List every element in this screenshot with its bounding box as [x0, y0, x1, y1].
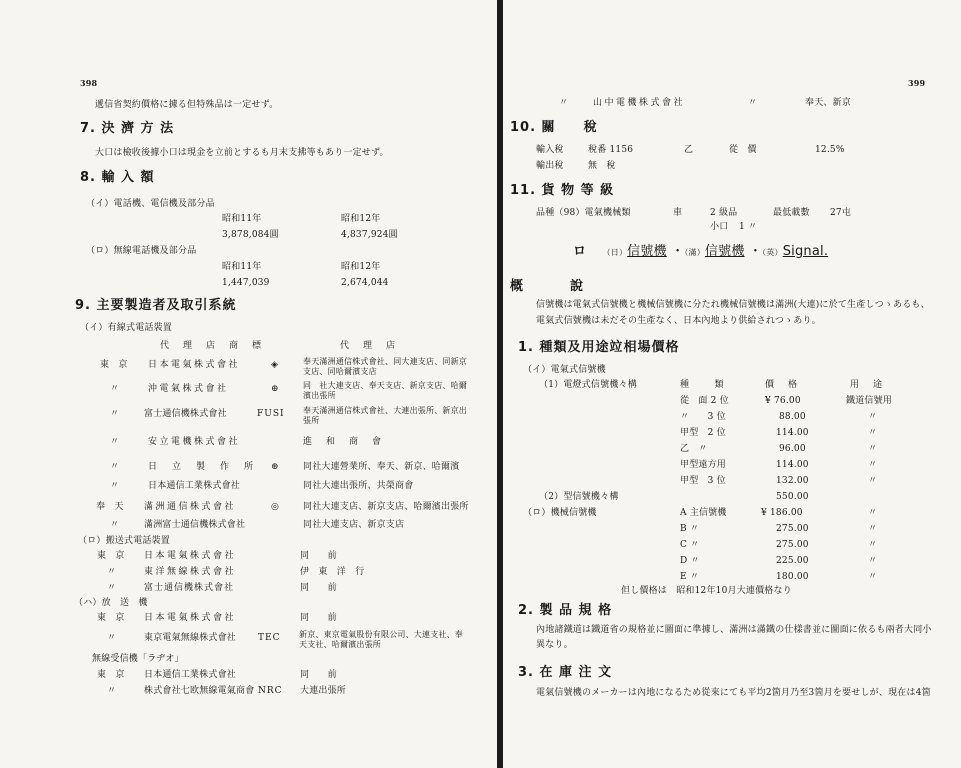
- header-agent-mark: 代 理 店 商 標: [160, 341, 264, 351]
- table-row-kind: 從 面 2 位: [680, 396, 729, 406]
- import-b-year1: 昭和11年: [222, 262, 262, 272]
- table-row-maker: 安立電機株式會社: [148, 437, 241, 447]
- table-row-city: 東 京: [97, 613, 125, 623]
- page-number: 398: [80, 78, 98, 88]
- sub-2-price: 550.00: [776, 492, 809, 502]
- table-row-maker: 東京電氣無線株式會社: [144, 633, 237, 643]
- table-row-price: 225.00: [776, 556, 809, 566]
- table-row-city: 〃: [107, 583, 117, 593]
- intro-line: 遞信省契約價格に據る但特殊品は一定せず。: [95, 100, 279, 110]
- manchu-term: 信號機: [704, 244, 745, 259]
- section-2-title: 2. 製 品 規 格: [518, 603, 613, 618]
- table-row-maker: 富士通信機株式會社: [144, 409, 227, 419]
- table-row-price: ¥ 76.00: [765, 396, 801, 406]
- table-row-city: 〃: [110, 462, 120, 472]
- table-row-price: 96.00: [779, 444, 806, 454]
- freight-small-label: 小口: [710, 222, 729, 232]
- tariff-class: 乙: [684, 145, 694, 155]
- trademark-circle-icon: ◎: [271, 502, 280, 512]
- table-row-maker: 日本通信工業株式會社: [144, 670, 237, 680]
- tariff-import-label: 輸入稅: [536, 145, 564, 155]
- section-1-title: 1. 種類及用途竝相場價格: [518, 340, 680, 355]
- table-row-price: 132.00: [776, 476, 809, 486]
- section-b-heading: [573, 244, 828, 261]
- table-row-kind: D 〃: [680, 556, 700, 566]
- table-row-use: 〃: [868, 524, 878, 534]
- top-row-ditto: 〃: [559, 98, 569, 108]
- table-row-maker: 日本電氣株式會社: [144, 613, 237, 623]
- table-row-price: 180.00: [776, 572, 809, 582]
- table-row-city: 東 京: [97, 551, 125, 561]
- section-9-title: 9. 主要製造者及取引系統: [75, 298, 237, 313]
- section-9-sub-c: （ハ）放 送 機: [74, 598, 148, 608]
- tariff-export-value: 無 稅: [588, 161, 616, 171]
- radio-label: 無線受信機「ラヂオ」: [92, 654, 184, 664]
- table-row-city: 東 京: [100, 360, 128, 370]
- section-1-sub-b: （ロ）機械信號機: [523, 508, 597, 518]
- manchu-tag: （滿）: [684, 248, 705, 257]
- table-row-kind: 甲型遠方用: [680, 460, 727, 470]
- table-row-city: 〃: [110, 481, 120, 491]
- trademark-fusi: FUSI: [257, 409, 285, 419]
- table-row-use: 〃: [868, 444, 878, 454]
- table-row-use: 〃: [868, 508, 878, 518]
- table-row-dealer: 進 和 商 會: [303, 437, 384, 447]
- tariff-rate: 12.5%: [815, 145, 845, 155]
- trademark-hitachi-icon: ⊛: [271, 462, 279, 472]
- separator-dot: ・: [671, 244, 685, 259]
- table-row-maker: 沖電氣株式會社: [148, 384, 229, 394]
- top-row-ditto2: 〃: [748, 98, 758, 108]
- japanese-tag: （日）: [602, 248, 628, 257]
- overview-line-1: 信號機は電氣式信號機と機械信號機に分たれ機械信號機は滿洲(大連)に於て生產しつゝあるも、: [536, 300, 930, 310]
- table-row-maker: 日本電氣株式會社: [144, 551, 237, 561]
- table-row-kind: 甲型 2 位: [680, 428, 726, 438]
- tariff-number: 稅番 1156: [588, 145, 634, 155]
- trademark-nrc: NRC: [258, 686, 283, 696]
- table-row-kind: A 主信號機: [680, 508, 727, 518]
- section-2-line-2: 異なり。: [536, 640, 573, 650]
- overview-line-2: 電氣式信號機は未だその生產なく、日本內地より供給されつゝあり。: [536, 316, 821, 326]
- separator-dot: ・: [748, 244, 763, 259]
- freight-car: 車: [673, 208, 683, 218]
- section-10-title: 10. 關 稅: [510, 120, 598, 135]
- top-row-maker: 山中電機株式會社: [593, 98, 686, 108]
- table-row-maker: 日本通信工業株式會社: [148, 481, 241, 491]
- table-row-kind: C 〃: [680, 540, 700, 550]
- table-row-city: 〃: [110, 437, 120, 447]
- table-row-dealer: 大連出張所: [300, 686, 347, 696]
- table-row-price: 275.00: [776, 524, 809, 534]
- import-b-val1: 1,447,039: [222, 278, 270, 288]
- table-row-price: ¥ 186.00: [761, 508, 803, 518]
- table-row-city: 〃: [107, 686, 117, 696]
- top-row-dealer: 奉天、新京: [805, 98, 852, 108]
- trademark-diamond-icon: ◈: [271, 360, 279, 370]
- table-row-city: 〃: [110, 520, 120, 530]
- freight-grade: 2 級品: [710, 208, 738, 218]
- table-row-dealer: 同社大連支店、新京支店: [303, 520, 405, 530]
- freight-small-value: 1 〃: [739, 222, 758, 232]
- header-dealer: 代 理 店: [340, 341, 398, 351]
- table-row-dealer: 伊 東 洋 行: [300, 567, 365, 577]
- section-9-sub-a: （イ）有線式電話裝置: [80, 323, 173, 333]
- section-1-sub-2: （2）型信號機々構: [539, 492, 619, 502]
- section-2-line-1: 內地諸鐵道は鐵道省の規格並に圖面に準據し、滿洲は滿鐵の仕樣書並に圖面に依るも兩者大同小: [536, 625, 932, 635]
- table-row-kind: B 〃: [680, 524, 700, 534]
- table-row-maker: 日 立 製 作 所: [148, 462, 257, 472]
- table-row-city: 〃: [110, 409, 120, 419]
- table-row-dealer: 同社大連出張所、共榮商會: [303, 481, 414, 491]
- section-b-bullet: ロ: [573, 244, 587, 259]
- table-row-dealer: 奉天滿洲通信株式會社、同大連支店、同新京: [303, 357, 467, 366]
- table-row-dealer-cont: 濱出張所: [303, 391, 336, 400]
- table-row-use: 〃: [868, 476, 878, 486]
- table-row-dealer: 同 前: [300, 670, 337, 680]
- import-b-year2: 昭和12年: [341, 262, 381, 272]
- import-a-val1: 3,878,084圓: [222, 230, 279, 240]
- english-tag: （英）: [762, 248, 783, 257]
- overview-title: 概 說: [510, 279, 591, 294]
- section-9-sub-b: （ロ）搬送式電話裝置: [78, 536, 171, 546]
- freight-item: 品種（98）電氣機械類: [536, 208, 631, 218]
- table-row-dealer: 同 前: [300, 613, 337, 623]
- table-row-dealer: 同 前: [300, 583, 337, 593]
- table-row-dealer: 新京、東京電氣股份有限公司、大連支社、奉: [299, 630, 463, 639]
- trademark-tec: TEC: [258, 633, 281, 643]
- trademark-circle-cross-icon: ⊕: [271, 384, 279, 394]
- table-row-maker: 日本電氣株式會社: [148, 360, 241, 370]
- header-price: 價 格: [765, 380, 800, 390]
- section-3-line-1: 電氣信號機のメーカーは內地になるため從來にても平均2箇月乃至3箇月を要せしが、現在は4箇: [536, 688, 931, 698]
- japanese-term: 信號機: [627, 244, 667, 259]
- table-row-kind: 乙 〃: [680, 444, 708, 454]
- section-3-title: 3. 在 庫 注 文: [518, 665, 613, 680]
- table-row-dealer: 同社大連營業所、奉天、新京、哈爾濱: [303, 462, 460, 472]
- table-row-price: 275.00: [776, 540, 809, 550]
- header-use: 用 途: [850, 380, 885, 390]
- table-row-use: 鐵道信號用: [846, 396, 893, 406]
- freight-min-label: 最低載數: [773, 208, 810, 218]
- section-1-sub-1: （1）電燈式信號機々構: [539, 380, 637, 390]
- table-row-price: 88.00: [779, 412, 806, 422]
- tariff-export-label: 輸出稅: [536, 161, 564, 171]
- table-row-use: 〃: [868, 572, 878, 582]
- table-row-use: 〃: [868, 460, 878, 470]
- english-term: Signal.: [782, 244, 829, 259]
- import-a-year1: 昭和11年: [222, 214, 262, 224]
- table-row-city: 〃: [107, 567, 117, 577]
- section-8-title: 8. 輸 入 額: [80, 170, 155, 185]
- table-row-maker: 東洋無線株式會社: [144, 567, 237, 577]
- table-row-kind: 甲型 3 位: [680, 476, 726, 486]
- table-row-city: 東 京: [97, 670, 125, 680]
- table-row-maker: 株式會社七欧無線電氣商會: [144, 686, 255, 696]
- table-row-dealer-cont: 張所: [303, 416, 320, 425]
- tariff-basis: 從 價: [729, 145, 757, 155]
- import-a-val2: 4,837,924圓: [341, 230, 398, 240]
- table-row-city: 〃: [107, 633, 117, 643]
- import-b-val2: 2,674,044: [341, 278, 389, 288]
- table-row-dealer-cont: 天支社、哈爾濱出張所: [299, 640, 381, 649]
- import-a-year2: 昭和12年: [341, 214, 381, 224]
- table-row-price: 114.00: [776, 428, 809, 438]
- right-page: [503, 0, 961, 768]
- table-row-maker: 滿洲通信株式會社: [144, 502, 237, 512]
- import-b-label: （ロ）無線電話機及部分品: [86, 246, 197, 256]
- section-11-title: 11. 貨 物 等 級: [510, 183, 615, 198]
- table-row-city: 奉 天: [96, 502, 124, 512]
- table-row-dealer-cont: 支店、同哈爾濱支店: [303, 367, 377, 376]
- table-row-city: 〃: [110, 384, 120, 394]
- section-7-title: 7. 決 濟 方 法: [80, 121, 175, 136]
- table-row-price: 114.00: [776, 460, 809, 470]
- table-row-maker: 滿洲富士通信機株式會社: [144, 520, 246, 530]
- table-row-dealer: 奉天滿洲通信株式會社、大連出張所、新京出: [303, 406, 467, 415]
- table-row-use: 〃: [868, 556, 878, 566]
- table-row-maker: 富士通信機株式會社: [144, 583, 235, 593]
- table-row-use: 〃: [868, 412, 878, 422]
- header-kind: 種 類: [680, 380, 727, 390]
- freight-min-value: 27屯: [830, 208, 852, 218]
- section-7-text: 大口は檢收後據小口は現金を立前とするも月末支拂等もあり一定せず。: [95, 148, 389, 158]
- page-number: 399: [908, 78, 926, 88]
- table-row-kind: 〃 3 位: [680, 412, 726, 422]
- table-row-dealer: 同 社大連支店、奉天支店、新京支店、哈爾: [303, 381, 467, 390]
- table-row-dealer: 同 前: [300, 551, 337, 561]
- import-a-label: （イ）電話機、電信機及部分品: [86, 199, 215, 209]
- section-1-sub-a: （イ）電氣式信號機: [523, 365, 606, 375]
- table-row-use: 〃: [868, 540, 878, 550]
- table-row-kind: E 〃: [680, 572, 700, 582]
- table-row-use: 〃: [868, 428, 878, 438]
- table-row-dealer: 同社大連支店、新京支店、哈爾濱出張所: [303, 502, 469, 512]
- price-note: 但し價格は 昭和12年10月大連價格なり: [621, 586, 792, 596]
